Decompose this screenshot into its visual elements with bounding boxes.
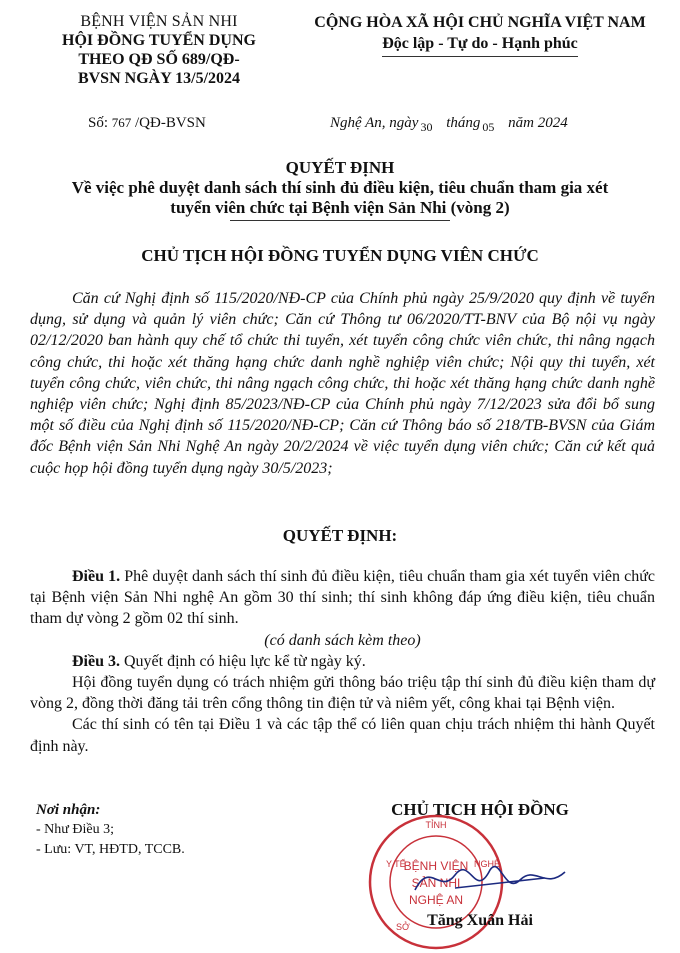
seal-line1: BỆNH VIỆN [403,859,469,873]
signer-name: Tăng Xuân Hải [427,912,533,929]
document-number-suffix: /QĐ-BVSN [135,115,206,131]
handwritten-signature [395,850,595,910]
motto: Độc lập - Tự do - Hạnh phúc [382,33,578,57]
document-number-prefix: Số: [88,115,109,131]
article-3 [30,651,655,672]
title-sub-line1: Về việc phê duyệt danh sách thí sinh đủ điều kiện, tiêu chuẩn tham gia xét [71,178,609,197]
council-responsibility: Hội đồng tuyển dụng có trách nhiệm gửi thông báo triệu tập thí sinh đủ điều kiện tham dự vòng 2, đồng thời đăng tải trên cổng thông tin điện tử và niêm yết, công khai tại Bệnh viện. [30,674,655,713]
issue-day: 30 [420,120,433,134]
title-main: QUYẾT ĐỊNH [285,158,395,177]
decision-heading: QUYẾT ĐỊNH: [282,526,398,545]
seal-ring-bottom: SỞ [396,922,410,932]
seal-line3: NGHỆ AN [408,893,464,907]
article-1 [30,566,655,630]
document-number [88,115,206,132]
recipient-item: - Như Điều 3; [36,822,114,837]
title-sub-line2: tuyển viên chức tại Bệnh viện Sản Nhi (vòng 2) [170,198,510,217]
article-1-text: Phê duyệt danh sách thí sinh đủ điều kiện, tiêu chuẩn tham gia xét tuyển viên chức tại Bệnh viện Sản Nhi nghệ An gồm 30 thí sinh; thí sinh không đáp ứng điều kiện, tiêu chuẩn tham dự vòng 2 gồm 02 thí sinh. [30,568,656,628]
council-basis-line1: THEO QĐ SỐ 689/QĐ- [78,51,240,68]
seal-line2: SẢN NHI [411,876,461,890]
decision-body [30,566,655,757]
document-title [0,158,680,221]
issuing-agency [24,12,294,88]
article-1-label: Điều 1. [72,568,121,585]
authority-heading: CHỦ TỊCH HỘI ĐỒNG TUYỂN DỤNG VIÊN CHỨC [141,246,539,265]
issue-date [330,115,568,132]
national-motto [280,12,680,57]
hospital-name: BỆNH VIỆN SẢN NHI [80,13,238,30]
issue-month: 05 [482,120,495,134]
seal-ring-top: TỈNH [425,820,447,830]
issue-month-label: tháng [446,115,481,131]
seal-ring-left: Y TẾ [386,859,406,869]
issue-year: năm 2024 [508,115,568,131]
country-name: CỘNG HÒA XÃ HỘI CHỦ NGHĨA VIỆT NAM [314,14,646,31]
attached-list-note: (có danh sách kèm theo) [264,631,421,649]
council-basis-line2: BVSN NGÀY 13/5/2024 [77,70,241,87]
legal-basis: Căn cứ Nghị định số 115/2020/NĐ-CP của Chính phủ ngày 25/9/2020 quy định về tuyển dụng, sử dụng và quản lý viên chức; Căn cứ Thông tư 06/2020/TT-BNV của Bộ nội vụ ngày 02/12/2020 ban hành quy chế tổ chức thi tuyển, xét tuyển công chức viên chức, thi nâng ngạch công chức, thi hoặc xét thăng hạng chức danh nghề nghiệp viên chức; Nội quy thi tuyển, xét tuyển công chức, viên chức, thi nâng ngạch công chức, thi hoặc xét thăng hạng chức danh nghề nghiệp viên chức; Nghị định 85/2023/NĐ-CP của Chính phủ ngày 7/12/2023 sửa đổi bổ sung một số điều của Nghị định số 115/2020/NĐ-CP; Căn cứ Thông báo số 218/TB-BVSN của Giám đốc Bệnh viện Sản Nhi Nghệ An ngày 20/2/2024 về việc tuyển dụng viên chức; Căn cứ kết quả cuộc họp hội đồng tuyển dụng ngày 30/5/2023; [30,290,655,477]
execution-responsibility: Các thí sinh có tên tại Điều 1 và các tập thể có liên quan chịu trách nhiệm thi hành Quyết định này. [30,716,655,755]
signer-title: CHỦ TỊCH HỘI ĐỒNG [391,800,569,819]
article-3-label: Điều 3. [72,652,120,670]
document-number-value: 767 [111,115,132,130]
recipients [36,800,185,860]
article-3-text: Quyết định có hiệu lực kể từ ngày ký. [120,652,366,670]
title-divider [230,220,450,221]
issue-place: Nghệ An, ngày [330,115,419,131]
seal-ring-right: NGHỆ [474,859,501,869]
council-name: HỘI ĐỒNG TUYỂN DỤNG [62,32,256,49]
recipient-item: - Lưu: VT, HĐTD, TCCB. [36,842,185,857]
recipients-heading: Nơi nhận: [36,802,101,818]
